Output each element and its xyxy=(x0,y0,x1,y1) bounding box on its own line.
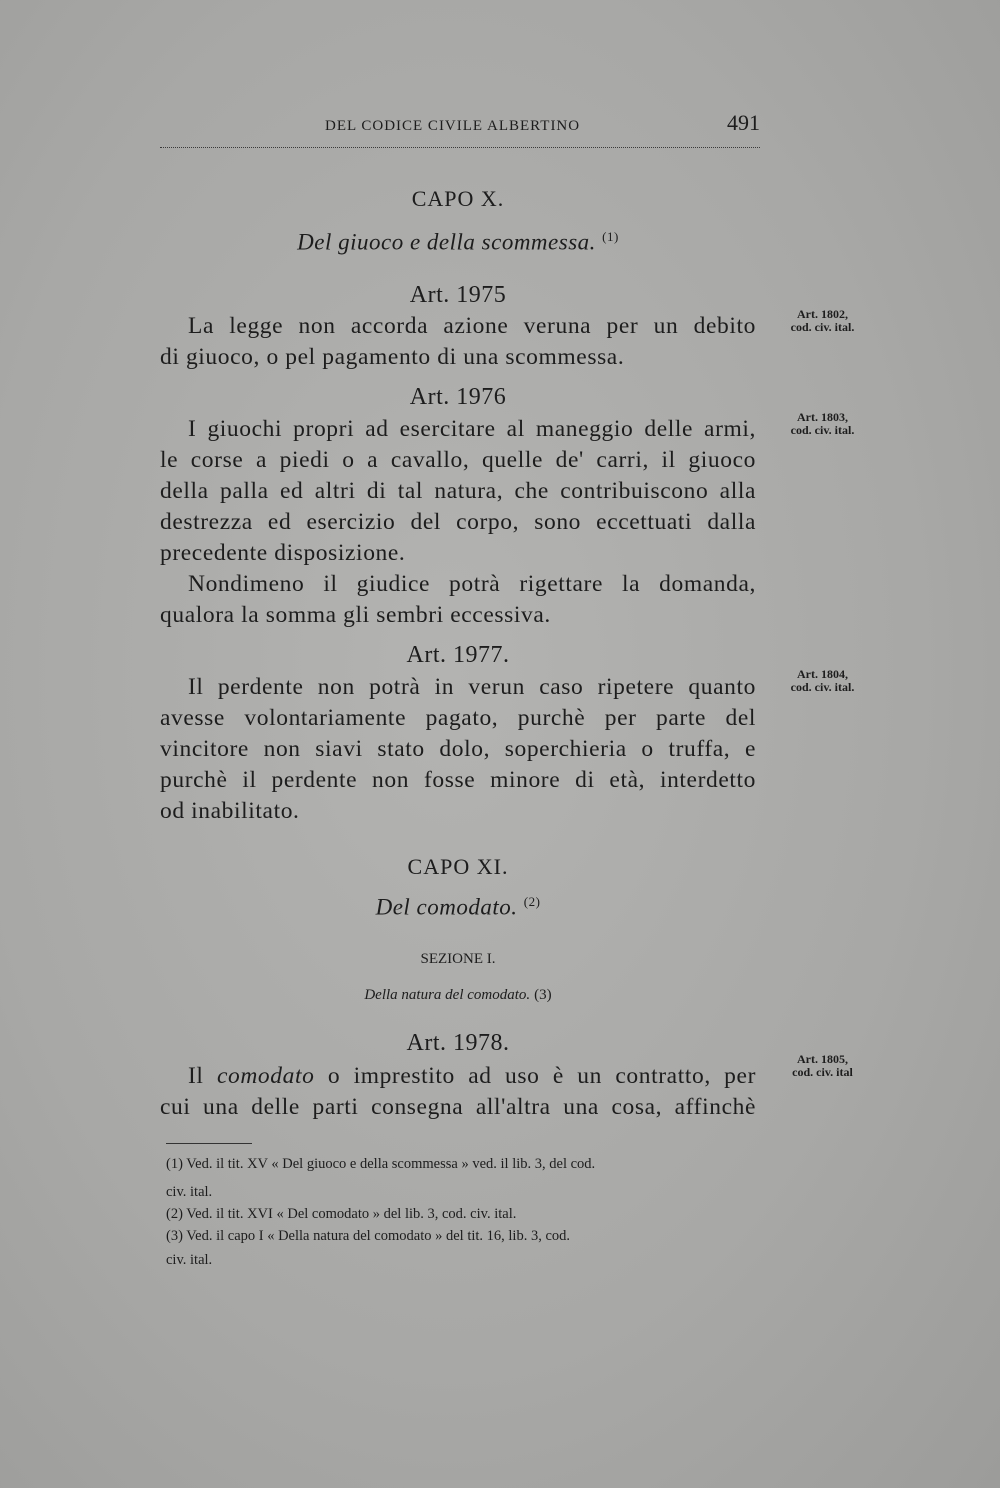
footnote-line: (1) Ved. il tit. XV « Del giuoco e della scommessa » ved. il lib. 3, del cod. xyxy=(166,1156,596,1172)
article-1975-line: La legge non accorda azione veruna per un debito xyxy=(188,313,756,339)
header-rule xyxy=(160,147,760,148)
article-1976-line: precedente disposizione. xyxy=(160,540,406,566)
page-number: 491 xyxy=(727,110,760,135)
article-1977-line: purchè il perdente non fosse minore di età, interdetto xyxy=(160,767,756,793)
footnote-line: (3) Ved. il capo I « Della natura del comodato » del tit. 16, lib. 3, cod. xyxy=(166,1228,571,1244)
margin-note-line: Art. 1804, xyxy=(797,667,848,681)
footnote-line: (2) Ved. il tit. XVI « Del comodato » del lib. 3, cod. civ. ital. xyxy=(166,1206,517,1222)
margin-note-line: Art. 1803, xyxy=(797,410,848,424)
article-1976-line: della palla ed altri di tal natura, che contribuiscono alla xyxy=(160,478,756,504)
article-1978-line xyxy=(160,1063,756,1095)
article-1976-line: I giuochi propri ad esercitare al maneggio delle armi, xyxy=(188,416,756,442)
footnote-ref-3: (3) xyxy=(534,987,552,1003)
article-1977-heading: Art. 1977. xyxy=(406,642,510,668)
chapter-xi-subtitle xyxy=(160,894,756,921)
margin-note-1976 xyxy=(775,411,870,437)
section-subtitle xyxy=(160,986,756,1004)
article-1977-line: Il perdente non potrà in verun caso ripetere quanto xyxy=(188,674,756,700)
footnote-line: civ. ital. xyxy=(166,1184,213,1200)
article-1976-line: destrezza ed esercizio del corpo, sono eccettuati dalla xyxy=(160,509,756,535)
article-1976-heading: Art. 1976 xyxy=(409,384,507,410)
article-1976-line: le corse a piedi o a cavallo, quelle de' carri, il giuoco xyxy=(160,447,756,473)
margin-note-line: cod. civ. ital. xyxy=(790,320,855,334)
article-1978-text: o imprestito ad uso è un contratto, per xyxy=(314,1063,756,1089)
article-1977-line: vincitore non siavi stato dolo, soperchieria o truffa, e xyxy=(160,736,756,762)
article-1978-line: cui una delle parti consegna all'altra una cosa, affinchè xyxy=(160,1094,756,1120)
margin-note-line: cod. civ. ital xyxy=(792,1065,853,1079)
article-1978-heading: Art. 1978. xyxy=(406,1030,510,1056)
chapter-x-subtitle xyxy=(160,229,756,256)
margin-note-1978 xyxy=(775,1053,870,1079)
article-1977-line: avesse volontariamente pagato, purchè per parte del xyxy=(160,705,756,731)
footnote-ref-2: (2) xyxy=(523,894,541,909)
article-1975-line: di giuoco, o pel pagamento di una scommessa. xyxy=(160,344,625,370)
article-1975-heading: Art. 1975 xyxy=(409,282,507,308)
chapter-xi-title: CAPO XI. xyxy=(407,854,509,879)
chapter-xi-subtitle-text: Del comodato. xyxy=(375,894,518,920)
chapter-x-title: CAPO X. xyxy=(411,186,505,211)
margin-note-line: Art. 1805, xyxy=(797,1052,848,1066)
footnote-rule xyxy=(166,1143,252,1144)
margin-note-1975 xyxy=(775,308,870,334)
margin-note-1977 xyxy=(775,668,870,694)
section-subtitle-text: Della natura del comodato. xyxy=(364,987,531,1003)
running-title: DEL CODICE CIVILE ALBERTINO xyxy=(325,118,581,134)
margin-note-line: cod. civ. ital. xyxy=(790,423,855,437)
chapter-x-subtitle-text: Del giuoco e della scommessa. xyxy=(297,229,596,255)
margin-note-line: Art. 1802, xyxy=(797,307,848,321)
article-1977-line: od inabilitato. xyxy=(160,798,300,824)
article-1978-term: comodato xyxy=(216,1063,315,1089)
article-1976-line: qualora la somma gli sembri eccessiva. xyxy=(160,602,551,628)
footnote-line: civ. ital. xyxy=(166,1252,213,1268)
article-1976-line: Nondimeno il giudice potrà rigettare la domanda, xyxy=(188,571,756,597)
article-1978-text: Il xyxy=(188,1063,217,1089)
margin-note-line: cod. civ. ital. xyxy=(790,680,855,694)
section-title: SEZIONE I. xyxy=(420,951,496,967)
footnote-ref-1: (1) xyxy=(602,229,619,244)
